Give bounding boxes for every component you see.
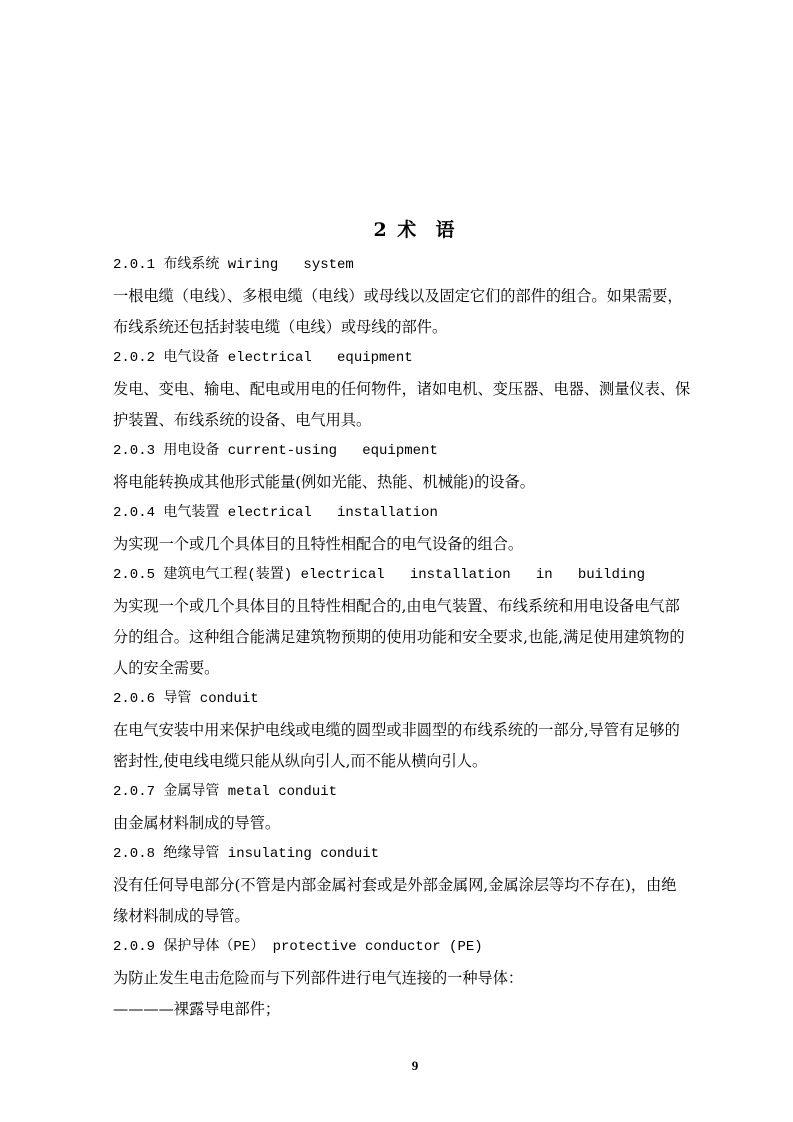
definition-line: 为实现一个或几个具体目的且特性相配合的,由电气装置、布线系统和用电设备电气部 <box>113 597 680 615</box>
definition-line: 缘材料制成的导管。 <box>113 907 250 925</box>
term-heading: 2.0.3 用电设备 current-using equipment <box>113 443 438 459</box>
term-definition <box>113 529 718 560</box>
definition-line: 护装置、布线系统的设备、电气用具。 <box>113 411 372 429</box>
term-definition <box>113 467 718 498</box>
term-heading: 2.0.4 电气装置 electrical installation <box>113 505 438 521</box>
definition-line: 没有任何导电部分(不管是内部金属衬套或是外部金属网,金属涂层等均不存在)，由绝 <box>113 876 677 894</box>
term-definition <box>113 870 718 932</box>
term-heading: 2.0.9 保护导体（PE） protective conductor (PE) <box>113 939 483 955</box>
term-heading: 2.0.6 导管 conduit <box>113 691 259 707</box>
page-number: 9 <box>411 1058 419 1073</box>
term-definition <box>113 808 718 839</box>
term-definition <box>113 591 718 684</box>
definition-line: 为防止发生电击危险而与下列部件进行电气连接的一种导体： <box>113 969 524 987</box>
definition-line: ————裸露导电部件； <box>113 1000 281 1018</box>
definition-line: 在电气安装中用来保护电线或电缆的圆型或非圆型的布线系统的一部分,导管有足够的 <box>113 721 680 739</box>
definition-line: 将电能转换成其他形式能量(例如光能、热能、机械能)的设备。 <box>113 473 535 491</box>
chapter-title: 2 术 语 <box>373 219 457 241</box>
definition-line: 由金属材料制成的导管。 <box>113 814 281 832</box>
term-definition <box>113 715 718 777</box>
definition-line: 密封性,使电线电缆只能从纵向引人,而不能从横向引人。 <box>113 752 488 770</box>
definition-line: 人的安全需要。 <box>113 659 220 677</box>
term-heading: 2.0.8 绝缘导管 insulating conduit <box>113 846 380 862</box>
term-definition <box>113 374 718 436</box>
definition-line: 一根电缆（电线）、多根电缆（电线）或母线以及固定它们的部件的组合。如果需要， <box>113 287 683 305</box>
definition-line: 布线系统还包括封装电缆（电线）或母线的部件。 <box>113 318 448 336</box>
definition-line: 发电、变电、输电、配电或用电的任何物件，诸如电机、变压器、电器、测量仪表、保 <box>113 380 691 398</box>
term-heading: 2.0.2 电气设备 electrical equipment <box>113 350 413 366</box>
definition-line: 分的组合。这种组合能满足建筑物预期的使用功能和安全要求,也能,满足使用建筑物的 <box>113 628 685 646</box>
term-heading: 2.0.1 布线系统 wiring system <box>113 257 354 273</box>
term-heading: 2.0.5 建筑电气工程(装置) electrical installation in building <box>113 567 646 583</box>
terms-section <box>113 250 718 1025</box>
definition-line: 为实现一个或几个具体目的且特性相配合的电气设备的组合。 <box>113 535 524 553</box>
term-heading: 2.0.7 金属导管 metal conduit <box>113 784 338 800</box>
term-definition <box>113 963 718 1025</box>
term-definition <box>113 281 718 343</box>
